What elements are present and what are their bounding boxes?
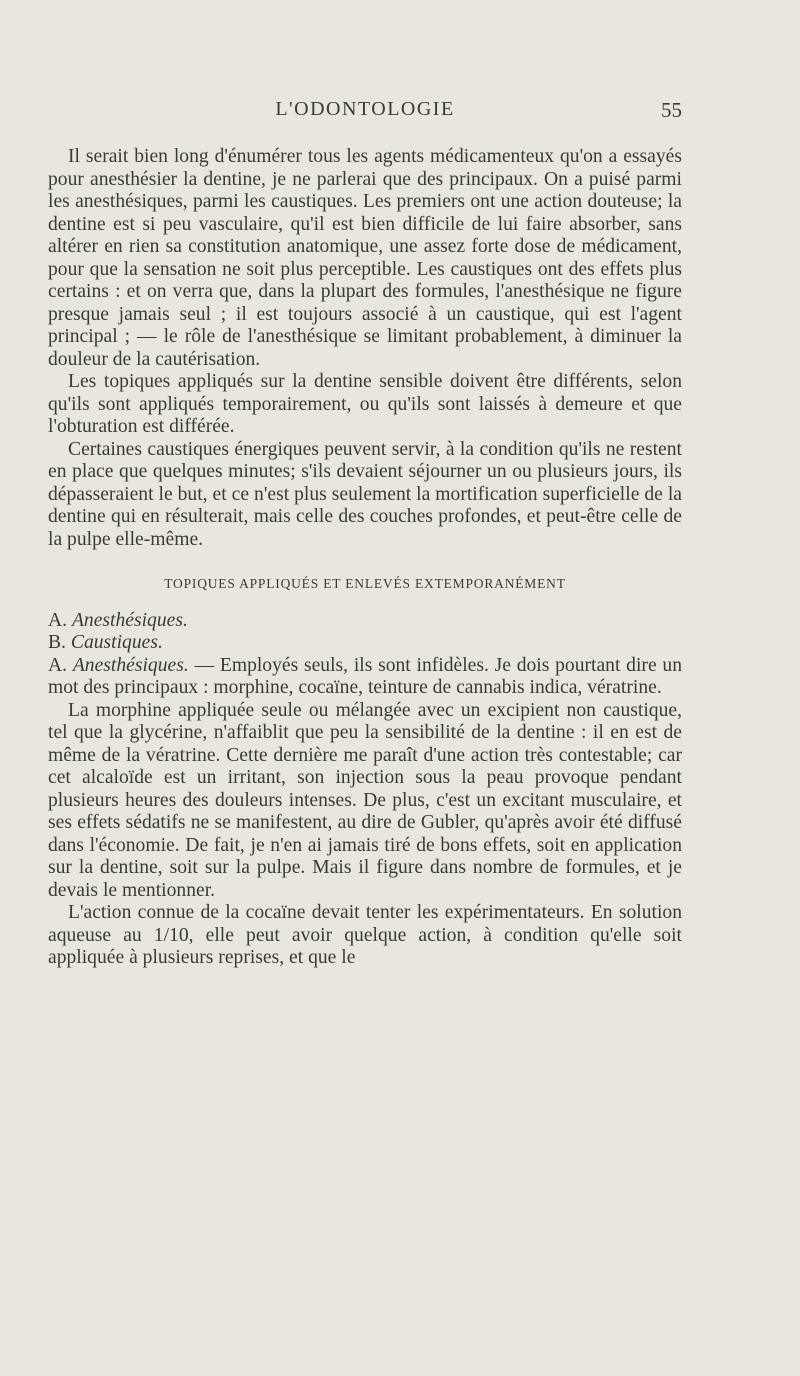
section-heading: TOPIQUES APPLIQUÉS ET ENLEVÉS EXTEMPORANÉMENT [164,576,566,591]
body-text [48,146,682,970]
list-item-a [48,610,682,633]
list-item-a-text: Anesthésiques. [71,609,188,631]
list-item-b [48,632,682,655]
paragraph-3: Certaines caustiques énergiques peuvent servir, à la condition qu'ils ne restent en place que quelques minutes; s'ils devaient séjourner un ou plusieurs jours, ils dépasseraient le but, et ce n'est plus seulement la mortification superficielle de la dentine qui en résulterait, mais celle des couches profondes, et peut-être celle de la pulpe elle-même. [48,438,682,550]
list-item-a-label: A. [48,609,68,631]
paragraph-4-italic: Anesthésiques. [72,654,189,676]
paragraph-6: L'action connue de la cocaïne devait tenter les expérimentateurs. En solution aqueuse au 1/10, elle peut avoir quelque action, à condition qu'elle soit appliquée à plusieurs reprises, et que le [48,902,682,968]
list-item-b-text: Caustiques. [70,632,163,653]
page-number: 55 [661,98,682,122]
paragraph-4-rest: — Employés seuls, ils sont infidèles. Je dois pourtant dire un mot des principaux : morphine, cocaïne, teinture de cannabis indica, vératrine. [48,654,682,698]
list-item-b-label: B. [48,632,66,653]
page-header [48,98,682,134]
paragraph-2: Les topiques appliqués sur la dentine sensible doivent être différents, selon qu'ils sont appliqués temporairement, ou qu'ils sont laissés à demeure et que l'obturation est différée. [48,371,682,437]
paragraph-4 [48,655,682,700]
running-title: L'ODONTOLOGIE [275,98,455,120]
paragraph-1: Il serait bien long d'énumérer tous les agents médicamenteux qu'on a essayés pour anesthésier la dentine, je ne parlerai que des principaux. On a puisé parmi les anesthésiques, parmi les caustiques. Les premiers ont une action douteuse; la dentine est si peu vasculaire, qu'il est bien difficile de lui faire absorber, sans altérer en rien sa constitution anatomique, une assez forte dose de médicament, pour que la sensation ne soit plus perceptible. Les caustiques ont des effets plus certains : et on verra que, dans la plupart des formules, l'anesthésique ne figure presque jamais seul ; il est toujours associé à un caustique, qui est l'agent principal ; — le rôle de l'anesthésique se limitant probablement, à diminuer la douleur de la cautérisation. [48,146,682,370]
paragraph-4-label: A. [48,654,68,676]
paragraph-5: La morphine appliquée seule ou mélangée avec un excipient non caustique, tel que la glycérine, n'affaiblit que peu la sensibilité de la dentine : il en est de même de la vératrine. Cette dernière me paraît d'une action très contestable; car cet alcaloïde est un irritant, son injection sous la peau provoque pendant plusieurs heures des douleurs intenses. De plus, c'est un excitant musculaire, et ses effets sédatifs ne se manifestent, au dire de Gubler, qu'après avoir été diffusé dans l'économie. De fait, je n'en ai jamais tiré de bons effets, soit en application sur la dentine, soit sur la pulpe. Mais il figure dans nombre de formules, et je devais le mentionner. [48,699,682,901]
